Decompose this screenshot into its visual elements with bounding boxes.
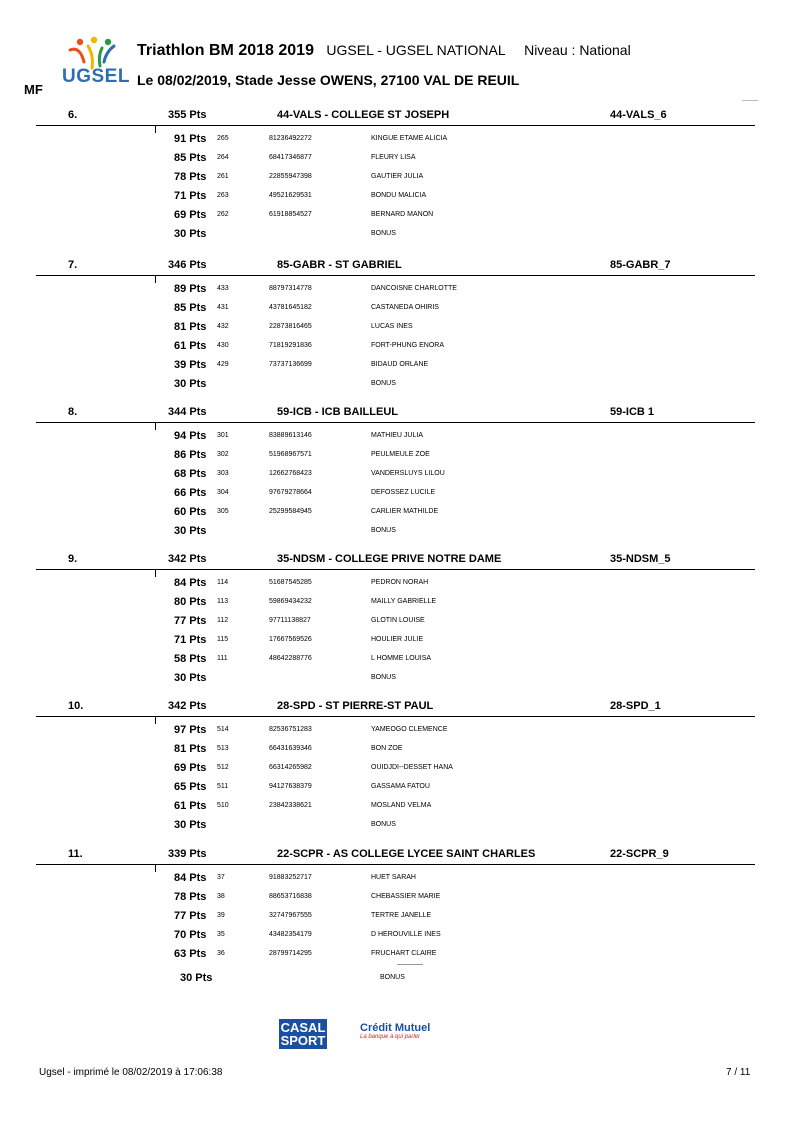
athlete-name: YAMEOGO CLEMENCE xyxy=(371,726,448,733)
athlete-name: OUIDJDI--DESSET HANA xyxy=(371,764,453,771)
athlete-row xyxy=(0,887,793,906)
team-header-row xyxy=(0,549,793,569)
athlete-name: LUCAS INES xyxy=(371,323,413,330)
casal-logo-line2: SPORT xyxy=(280,1033,326,1048)
team-points: 342 Pts xyxy=(168,700,207,712)
athlete-row xyxy=(0,777,793,796)
athlete-name: BONDU MALICIA xyxy=(371,192,427,199)
athlete-points: 86 Pts xyxy=(174,449,207,461)
athlete-name: BONUS xyxy=(371,230,396,237)
athlete-name: GAUTIER JULIA xyxy=(371,173,424,180)
divider xyxy=(36,275,755,276)
athlete-row xyxy=(0,483,793,502)
athlete-row xyxy=(0,186,793,205)
athlete-name: MATHIEU JULIA xyxy=(371,432,423,439)
athlete-row xyxy=(0,796,793,815)
athlete-name: PEDRON NORAH xyxy=(371,579,429,586)
athlete-bib: 304 xyxy=(217,489,229,496)
athlete-name: CARLIER MATHILDE xyxy=(371,508,439,515)
athlete-points: 89 Pts xyxy=(174,283,207,295)
athlete-name: TERTRE JANELLE xyxy=(371,912,432,919)
athlete-row xyxy=(0,739,793,758)
team-name: 85-GABR - ST GABRIEL xyxy=(277,259,402,271)
athlete-points: 80 Pts xyxy=(174,596,207,608)
athlete-bib: 261 xyxy=(217,173,229,180)
athlete-license: 66431639346 xyxy=(269,745,312,752)
athlete-row xyxy=(0,720,793,739)
athlete-points: 70 Pts xyxy=(174,929,207,941)
athlete-license: 59869434232 xyxy=(269,598,312,605)
athlete-bib: 263 xyxy=(217,192,229,199)
athlete-license: 61918854527 xyxy=(269,211,312,218)
athlete-row xyxy=(0,374,793,393)
team-header-row xyxy=(0,402,793,422)
athlete-points: 39 Pts xyxy=(174,359,207,371)
athlete-row xyxy=(0,968,793,987)
athlete-name: BERNARD MANON xyxy=(371,211,434,218)
athlete-name: FORT-PHUNG ENORA xyxy=(371,342,444,349)
athlete-row xyxy=(0,573,793,592)
athlete-points: 30 Pts xyxy=(174,525,207,537)
athlete-points: 84 Pts xyxy=(174,872,207,884)
athlete-license: 97711138827 xyxy=(269,617,311,624)
athlete-points: 78 Pts xyxy=(174,171,207,183)
athlete-license: 82536751283 xyxy=(269,726,312,733)
athlete-bib: 303 xyxy=(217,470,229,477)
athlete-license: 22855947398 xyxy=(269,173,312,180)
athlete-name: BONUS xyxy=(371,527,396,534)
divider xyxy=(36,716,755,717)
team-code: 22-SCPR_9 xyxy=(610,848,669,860)
athlete-name: PEULMEULE ZOE xyxy=(371,451,430,458)
athlete-points: 84 Pts xyxy=(174,577,207,589)
team-points: 344 Pts xyxy=(168,406,207,418)
athlete-name: BON ZOE xyxy=(371,745,403,752)
athlete-license: 23842338621 xyxy=(269,802,312,809)
athlete-license: 68417346877 xyxy=(269,154,312,161)
athlete-license: 73737136699 xyxy=(269,361,312,368)
athlete-bib: 514 xyxy=(217,726,229,733)
athlete-name: DANCOISNE CHARLOTTE xyxy=(371,285,457,292)
athlete-bib: 113 xyxy=(217,598,229,605)
team-rank: 8. xyxy=(68,406,78,418)
athlete-points: 77 Pts xyxy=(174,910,207,922)
athlete-name: MOSLAND VELMA xyxy=(371,802,432,809)
athlete-bib: 513 xyxy=(217,745,229,752)
athlete-bib: 302 xyxy=(217,451,229,458)
athlete-bib: 35 xyxy=(217,931,225,938)
athlete-name: BONUS xyxy=(371,380,396,387)
event-organizer: UGSEL - UGSEL NATIONAL xyxy=(326,42,506,58)
athlete-points: 61 Pts xyxy=(174,800,207,812)
team-header-row xyxy=(0,255,793,275)
athlete-license: 43781645182 xyxy=(269,304,312,311)
athlete-license: 88797314778 xyxy=(269,285,312,292)
team-rank: 7. xyxy=(68,259,78,271)
athlete-name: DEFOSSEZ LUCILE xyxy=(371,489,436,496)
athlete-license: 81236492272 xyxy=(269,135,312,142)
athlete-name: GASSAMA FATOU xyxy=(371,783,430,790)
divider xyxy=(36,125,755,126)
athlete-row xyxy=(0,925,793,944)
athlete-name: KINGUE ETAME ALICIA xyxy=(371,135,448,142)
athlete-bib: 112 xyxy=(217,617,229,624)
athlete-points: 30 Pts xyxy=(174,819,207,831)
athlete-points: 81 Pts xyxy=(174,743,207,755)
athlete-license: 49521629531 xyxy=(269,192,312,199)
athlete-points: 61 Pts xyxy=(174,340,207,352)
team-code: 85-GABR_7 xyxy=(610,259,671,271)
athlete-points: 58 Pts xyxy=(174,653,207,665)
athlete-license: 83889613146 xyxy=(269,432,312,439)
athlete-row xyxy=(0,317,793,336)
credit-mutuel-name: Crédit Mutuel xyxy=(360,1022,431,1034)
team-points: 339 Pts xyxy=(168,848,207,860)
athlete-name: VANDERSLUYS LILOU xyxy=(371,470,445,477)
athlete-points: 69 Pts xyxy=(174,762,207,774)
divider xyxy=(36,569,755,570)
athlete-row xyxy=(0,129,793,148)
athlete-name: GLOTIN LOUISE xyxy=(371,617,425,624)
athlete-points: 66 Pts xyxy=(174,487,207,499)
athlete-points: 97 Pts xyxy=(174,724,207,736)
team-code: 28-SPD_1 xyxy=(610,700,661,712)
credit-mutuel-logo xyxy=(360,1022,430,1040)
athlete-row xyxy=(0,668,793,687)
athlete-license: 17667569526 xyxy=(269,636,312,643)
event-title: Triathlon BM 2018 2019 xyxy=(137,42,314,59)
athlete-points: 94 Pts xyxy=(174,430,207,442)
team-code: 44-VALS_6 xyxy=(610,109,667,121)
athlete-license: 91883252717 xyxy=(269,874,312,881)
athlete-row xyxy=(0,649,793,668)
athlete-points: 30 Pts xyxy=(180,972,213,984)
athlete-bib: 511 xyxy=(217,783,229,790)
athlete-row xyxy=(0,355,793,374)
divider xyxy=(742,100,758,101)
athlete-row xyxy=(0,521,793,540)
athlete-license: 43482354179 xyxy=(269,931,312,938)
team-rank: 11. xyxy=(68,848,83,860)
athlete-row xyxy=(0,758,793,777)
athlete-row xyxy=(0,148,793,167)
athlete-name: BIDAUD ORLANE xyxy=(371,361,429,368)
athlete-row xyxy=(0,445,793,464)
athlete-row xyxy=(0,611,793,630)
athlete-points: 85 Pts xyxy=(174,302,207,314)
team-rank: 10. xyxy=(68,700,84,712)
athlete-name: HUET SARAH xyxy=(371,874,416,881)
athlete-row xyxy=(0,502,793,521)
divider xyxy=(36,422,755,423)
athlete-bib: 510 xyxy=(217,802,229,809)
document-title-line xyxy=(137,42,631,60)
athlete-points: 30 Pts xyxy=(174,228,207,240)
athlete-bib: 39 xyxy=(217,912,225,919)
team-name: 28-SPD - ST PIERRE-ST PAUL xyxy=(277,700,434,712)
athlete-points: 65 Pts xyxy=(174,781,207,793)
category-label: MF xyxy=(24,82,43,97)
athlete-name: BONUS xyxy=(371,821,396,828)
athlete-license: 94127638379 xyxy=(269,783,312,790)
team-points: 355 Pts xyxy=(168,109,207,121)
athlete-name: BONUS xyxy=(371,674,396,681)
athlete-license: 22873816465 xyxy=(269,323,312,330)
team-points: 342 Pts xyxy=(168,553,207,565)
athlete-row xyxy=(0,464,793,483)
athlete-row xyxy=(0,592,793,611)
team-code: 59-ICB 1 xyxy=(610,406,655,418)
athlete-row xyxy=(0,944,793,963)
athlete-bib: 429 xyxy=(217,361,229,368)
casal-logo-line1: CASAL xyxy=(280,1020,326,1035)
athlete-bib: 431 xyxy=(217,304,229,311)
athlete-points: 71 Pts xyxy=(174,634,207,646)
athlete-points: 78 Pts xyxy=(174,891,207,903)
team-header-row xyxy=(0,844,793,864)
athlete-bib: 301 xyxy=(217,432,229,439)
team-header-row xyxy=(0,105,793,125)
team-rank: 9. xyxy=(68,553,78,565)
athlete-bib: 305 xyxy=(217,508,229,515)
athlete-license: 51968967571 xyxy=(269,451,312,458)
athlete-license: 71819291836 xyxy=(269,342,312,349)
athlete-bib: 432 xyxy=(217,323,229,330)
athlete-row xyxy=(0,868,793,887)
athlete-name: MAILLY GABRIELLE xyxy=(371,598,437,605)
athlete-points: 69 Pts xyxy=(174,209,207,221)
athlete-bib: 38 xyxy=(217,893,225,900)
athlete-bib: 433 xyxy=(217,285,229,292)
athlete-bib: 265 xyxy=(217,135,229,142)
athlete-row xyxy=(0,336,793,355)
athlete-name: HOULIER JULIE xyxy=(371,636,424,643)
event-date-place: Le 08/02/2019, Stade Jesse OWENS, 27100 VAL DE REUIL xyxy=(137,72,520,88)
athlete-name: BONUS xyxy=(380,974,405,981)
athlete-license: 25299584945 xyxy=(269,508,312,515)
credit-mutuel-tagline: La banque à qui parler xyxy=(360,1034,421,1040)
athlete-row xyxy=(0,906,793,925)
athlete-points: 63 Pts xyxy=(174,948,207,960)
athlete-points: 71 Pts xyxy=(174,190,207,202)
athlete-name: FRUCHART CLAIRE xyxy=(371,950,437,957)
athlete-bib: 430 xyxy=(217,342,229,349)
athlete-name: FLEURY LISA xyxy=(371,154,416,161)
athlete-row xyxy=(0,815,793,834)
athlete-license: 51687545285 xyxy=(269,579,312,586)
athlete-row xyxy=(0,426,793,445)
athlete-name: D HEROUVILLE INES xyxy=(371,931,441,938)
page-number: 7 / 11 xyxy=(726,1067,751,1078)
casal-sport-logo xyxy=(279,1019,327,1049)
athlete-name: CHEBASSIER MARIE xyxy=(371,893,441,900)
print-timestamp: Ugsel - imprimé le 08/02/2019 à 17:06:38 xyxy=(39,1067,223,1078)
athlete-bib: 115 xyxy=(217,636,229,643)
athlete-points: 60 Pts xyxy=(174,506,207,518)
athlete-points: 30 Pts xyxy=(174,672,207,684)
team-rank: 6. xyxy=(68,109,78,121)
athlete-row xyxy=(0,224,793,243)
athlete-license: 32747967555 xyxy=(269,912,312,919)
athlete-row xyxy=(0,205,793,224)
team-points: 346 Pts xyxy=(168,259,207,271)
athlete-bib: 36 xyxy=(217,950,225,957)
athlete-points: 85 Pts xyxy=(174,152,207,164)
team-name: 35-NDSM - COLLEGE PRIVE NOTRE DAME xyxy=(277,553,502,565)
athlete-license: 66314265982 xyxy=(269,764,312,771)
athlete-row xyxy=(0,630,793,649)
athlete-name: L HOMME LOUISA xyxy=(371,655,432,662)
athlete-row xyxy=(0,167,793,186)
athlete-bib: 262 xyxy=(217,211,229,218)
team-code: 35-NDSM_5 xyxy=(610,553,671,565)
athlete-row xyxy=(0,298,793,317)
athlete-points: 68 Pts xyxy=(174,468,207,480)
team-name: 59-ICB - ICB BAILLEUL xyxy=(277,406,398,418)
athlete-license: 12662768423 xyxy=(269,470,312,477)
athlete-row xyxy=(0,279,793,298)
divider xyxy=(397,964,423,965)
divider xyxy=(36,864,755,865)
team-name: 22-SCPR - AS COLLEGE LYCEE SAINT CHARLES xyxy=(277,848,536,860)
team-header-row xyxy=(0,696,793,716)
event-level: Niveau : National xyxy=(524,42,631,58)
athlete-bib: 512 xyxy=(217,764,229,771)
athlete-points: 81 Pts xyxy=(174,321,207,333)
athlete-name: CASTANEDA OHIRIS xyxy=(371,304,439,311)
athlete-points: 91 Pts xyxy=(174,133,207,145)
athlete-bib: 37 xyxy=(217,874,225,881)
athlete-points: 30 Pts xyxy=(174,378,207,390)
athlete-bib: 111 xyxy=(217,655,228,662)
athlete-bib: 264 xyxy=(217,154,229,161)
athlete-points: 77 Pts xyxy=(174,615,207,627)
team-name: 44-VALS - COLLEGE ST JOSEPH xyxy=(277,109,450,121)
athlete-bib: 114 xyxy=(217,579,229,586)
athlete-license: 88653716838 xyxy=(269,893,312,900)
athlete-license: 97679278664 xyxy=(269,489,312,496)
athlete-license: 48642288776 xyxy=(269,655,312,662)
athlete-license: 28799714295 xyxy=(269,950,312,957)
logo-wordmark: UGSEL xyxy=(62,66,130,87)
